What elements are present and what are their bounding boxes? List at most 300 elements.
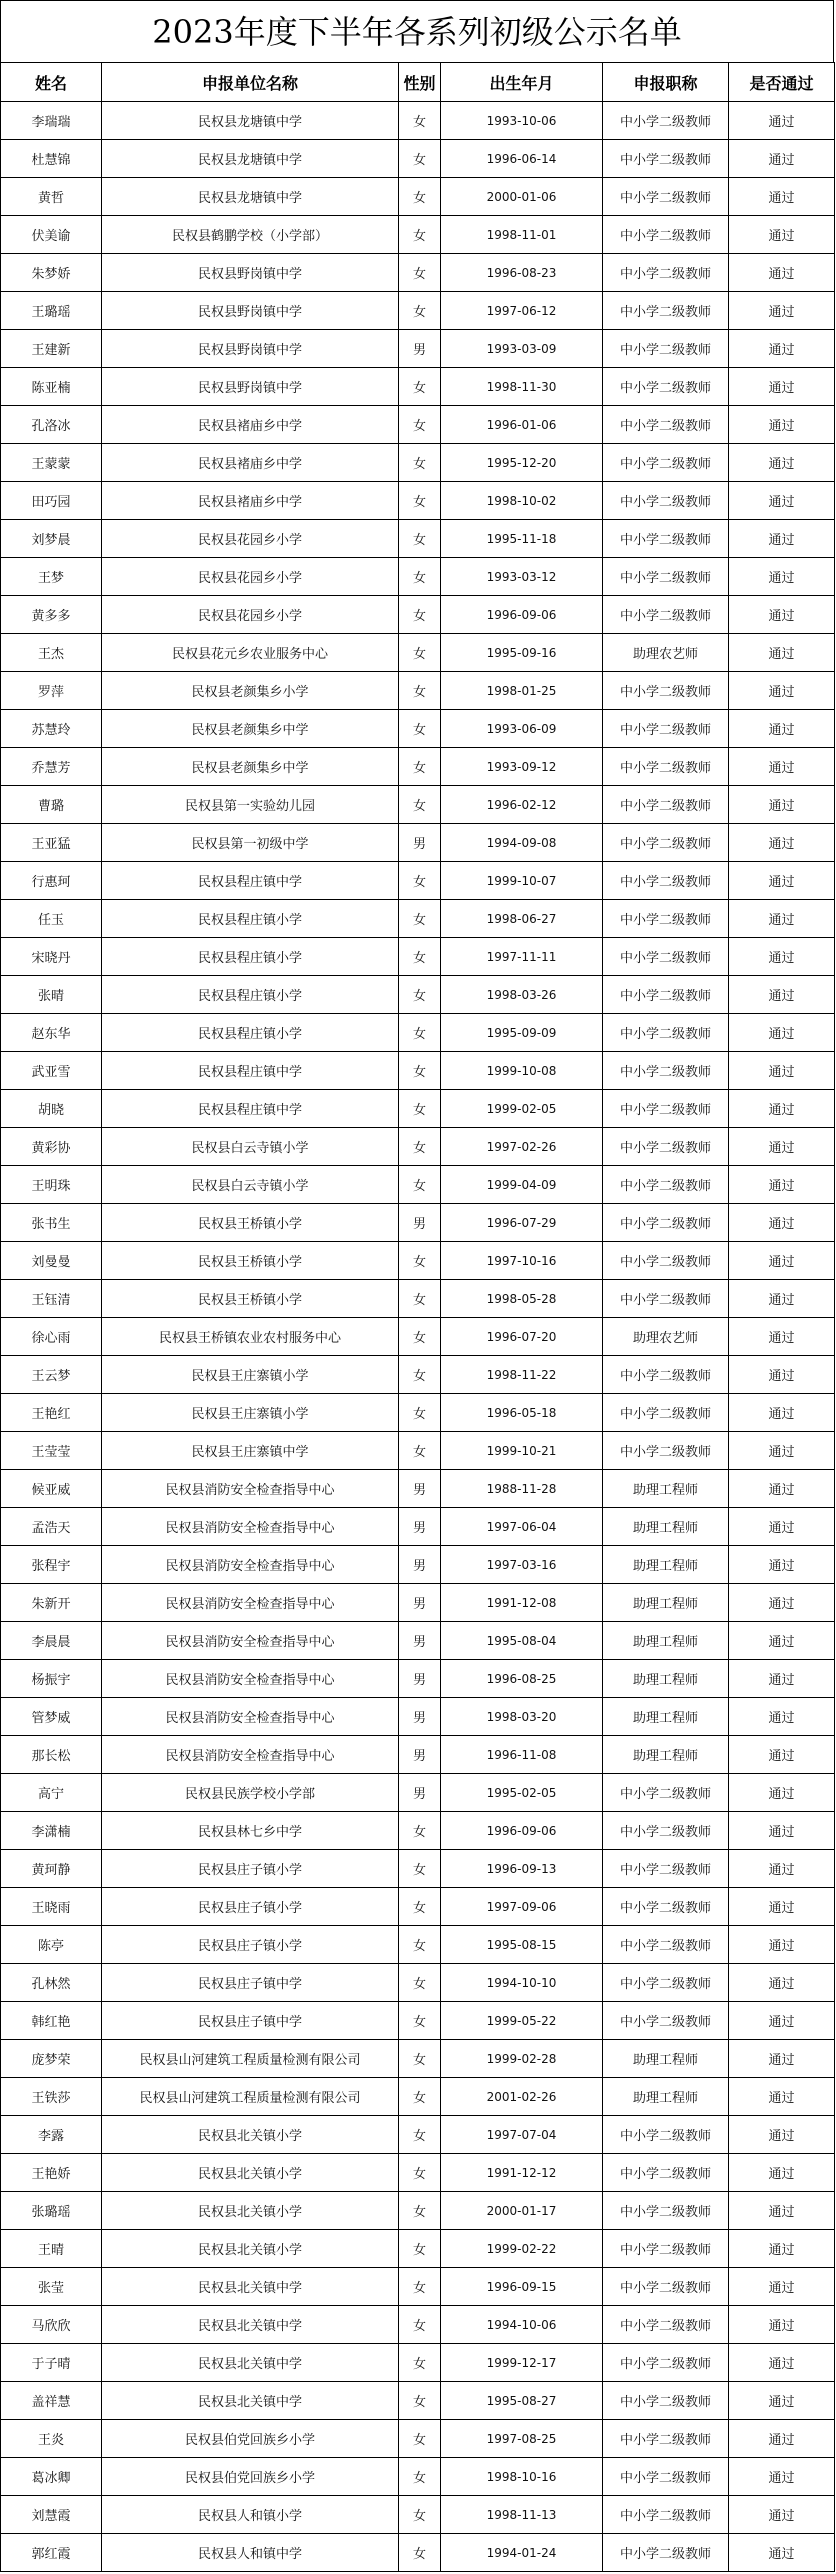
table-row: [1, 1432, 835, 1470]
table-row: [1, 2002, 835, 2040]
cell-title-applied: 中小学二级教师: [603, 900, 729, 938]
table-row: [1, 824, 835, 862]
cell-passed: 通过: [729, 1052, 835, 1090]
cell-birth-date: 1993-09-12: [441, 748, 603, 786]
cell-unit: 民权县北关镇中学: [102, 2344, 399, 2382]
cell-name: 行惠珂: [1, 862, 102, 900]
cell-gender: 女: [399, 1090, 441, 1128]
cell-gender: 女: [399, 2192, 441, 2230]
table-row: [1, 862, 835, 900]
cell-name: 张璐瑶: [1, 2192, 102, 2230]
cell-title-applied: 中小学二级教师: [603, 1242, 729, 1280]
roster-table: [0, 62, 835, 2572]
table-row: [1, 2078, 835, 2116]
table-row: [1, 520, 835, 558]
cell-gender: 男: [399, 1470, 441, 1508]
cell-birth-date: 1998-03-26: [441, 976, 603, 1014]
table-row: [1, 2268, 835, 2306]
cell-title-applied: 助理工程师: [603, 1546, 729, 1584]
cell-gender: 女: [399, 900, 441, 938]
cell-unit: 民权县老颜集乡中学: [102, 710, 399, 748]
cell-unit: 民权县花园乡小学: [102, 558, 399, 596]
cell-name: 刘慧霞: [1, 2496, 102, 2534]
cell-birth-date: 1997-06-12: [441, 292, 603, 330]
cell-name: 武亚雪: [1, 1052, 102, 1090]
cell-unit: 民权县第一初级中学: [102, 824, 399, 862]
cell-passed: 通过: [729, 140, 835, 178]
cell-unit: 民权县程庄镇小学: [102, 900, 399, 938]
cell-birth-date: 1998-11-30: [441, 368, 603, 406]
cell-name: 王晴: [1, 2230, 102, 2268]
cell-passed: 通过: [729, 634, 835, 672]
cell-gender: 女: [399, 2420, 441, 2458]
cell-birth-date: 1999-10-21: [441, 1432, 603, 1470]
cell-passed: 通过: [729, 1660, 835, 1698]
cell-unit: 民权县第一实验幼儿园: [102, 786, 399, 824]
cell-title-applied: 助理工程师: [603, 1660, 729, 1698]
cell-name: 王璐瑶: [1, 292, 102, 330]
cell-birth-date: 1996-07-29: [441, 1204, 603, 1242]
cell-passed: 通过: [729, 2420, 835, 2458]
cell-birth-date: 1998-11-13: [441, 2496, 603, 2534]
cell-unit: 民权县老颜集乡小学: [102, 672, 399, 710]
cell-gender: 女: [399, 1394, 441, 1432]
cell-name: 宋晓丹: [1, 938, 102, 976]
cell-birth-date: 2000-01-06: [441, 178, 603, 216]
cell-gender: 男: [399, 330, 441, 368]
cell-name: 朱梦娇: [1, 254, 102, 292]
cell-birth-date: 1996-08-23: [441, 254, 603, 292]
cell-title-applied: 中小学二级教师: [603, 2382, 729, 2420]
cell-passed: 通过: [729, 2268, 835, 2306]
cell-birth-date: 1999-10-07: [441, 862, 603, 900]
cell-passed: 通过: [729, 2002, 835, 2040]
cell-passed: 通过: [729, 2230, 835, 2268]
cell-unit: 民权县龙塘镇中学: [102, 102, 399, 140]
cell-gender: 女: [399, 368, 441, 406]
cell-passed: 通过: [729, 1964, 835, 2002]
cell-unit: 民权县野岗镇中学: [102, 330, 399, 368]
cell-title-applied: 助理工程师: [603, 1470, 729, 1508]
cell-passed: 通过: [729, 330, 835, 368]
cell-gender: 女: [399, 254, 441, 292]
cell-title-applied: 中小学二级教师: [603, 596, 729, 634]
cell-passed: 通过: [729, 1736, 835, 1774]
table-row: [1, 2154, 835, 2192]
cell-birth-date: 1995-11-18: [441, 520, 603, 558]
cell-name: 候亚威: [1, 1470, 102, 1508]
table-row: [1, 938, 835, 976]
cell-unit: 民权县褚庙乡中学: [102, 444, 399, 482]
cell-birth-date: 1996-09-15: [441, 2268, 603, 2306]
cell-gender: 女: [399, 976, 441, 1014]
cell-name: 伏美谕: [1, 216, 102, 254]
cell-title-applied: 中小学二级教师: [603, 368, 729, 406]
cell-passed: 通过: [729, 1584, 835, 1622]
cell-title-applied: 中小学二级教师: [603, 1774, 729, 1812]
header-gender: 性别: [399, 63, 441, 102]
cell-gender: 女: [399, 102, 441, 140]
table-row: [1, 1014, 835, 1052]
cell-name: 王杰: [1, 634, 102, 672]
cell-title-applied: 中小学二级教师: [603, 786, 729, 824]
cell-unit: 民权县消防安全检查指导中心: [102, 1622, 399, 1660]
table-row: [1, 2420, 835, 2458]
cell-name: 王艳红: [1, 1394, 102, 1432]
cell-name: 王炎: [1, 2420, 102, 2458]
cell-unit: 民权县消防安全检查指导中心: [102, 1698, 399, 1736]
cell-passed: 通过: [729, 1850, 835, 1888]
cell-passed: 通过: [729, 1432, 835, 1470]
cell-name: 张程宇: [1, 1546, 102, 1584]
cell-name: 郭红霞: [1, 2534, 102, 2572]
cell-unit: 民权县王庄寨镇小学: [102, 1356, 399, 1394]
cell-name: 罗萍: [1, 672, 102, 710]
cell-gender: 女: [399, 938, 441, 976]
cell-unit: 民权县山河建筑工程质量检测有限公司: [102, 2078, 399, 2116]
header-birth-date: 出生年月: [441, 63, 603, 102]
cell-title-applied: 中小学二级教师: [603, 102, 729, 140]
cell-name: 张莹: [1, 2268, 102, 2306]
cell-birth-date: 1999-10-08: [441, 1052, 603, 1090]
cell-title-applied: 中小学二级教师: [603, 1052, 729, 1090]
cell-passed: 通过: [729, 216, 835, 254]
cell-unit: 民权县野岗镇中学: [102, 292, 399, 330]
cell-unit: 民权县林七乡中学: [102, 1812, 399, 1850]
cell-unit: 民权县王桥镇小学: [102, 1280, 399, 1318]
cell-name: 管梦威: [1, 1698, 102, 1736]
cell-gender: 女: [399, 862, 441, 900]
cell-unit: 民权县消防安全检查指导中心: [102, 1546, 399, 1584]
cell-title-applied: 中小学二级教师: [603, 976, 729, 1014]
cell-gender: 女: [399, 1242, 441, 1280]
table-row: [1, 1394, 835, 1432]
cell-title-applied: 中小学二级教师: [603, 1394, 729, 1432]
cell-name: 杜慧锦: [1, 140, 102, 178]
cell-name: 韩红艳: [1, 2002, 102, 2040]
cell-gender: 女: [399, 786, 441, 824]
table-row: [1, 216, 835, 254]
cell-name: 胡晓: [1, 1090, 102, 1128]
table-row: [1, 178, 835, 216]
cell-unit: 民权县人和镇小学: [102, 2496, 399, 2534]
cell-passed: 通过: [729, 2192, 835, 2230]
table-row: [1, 710, 835, 748]
cell-name: 孔洛冰: [1, 406, 102, 444]
cell-gender: 女: [399, 2344, 441, 2382]
cell-birth-date: 1994-01-24: [441, 2534, 603, 2572]
cell-unit: 民权县消防安全检查指导中心: [102, 1508, 399, 1546]
cell-birth-date: 2001-02-26: [441, 2078, 603, 2116]
cell-unit: 民权县程庄镇中学: [102, 1052, 399, 1090]
cell-birth-date: 1994-10-06: [441, 2306, 603, 2344]
cell-unit: 民权县程庄镇小学: [102, 938, 399, 976]
cell-unit: 民权县程庄镇小学: [102, 976, 399, 1014]
cell-title-applied: 中小学二级教师: [603, 2268, 729, 2306]
cell-unit: 民权县伯党回族乡小学: [102, 2458, 399, 2496]
table-row: [1, 558, 835, 596]
table-row: [1, 1774, 835, 1812]
cell-unit: 民权县北关镇中学: [102, 2382, 399, 2420]
cell-gender: 女: [399, 406, 441, 444]
cell-gender: 女: [399, 1850, 441, 1888]
cell-passed: 通过: [729, 1166, 835, 1204]
cell-unit: 民权县白云寺镇小学: [102, 1128, 399, 1166]
cell-name: 高宁: [1, 1774, 102, 1812]
table-row: [1, 1242, 835, 1280]
cell-birth-date: 1999-04-09: [441, 1166, 603, 1204]
cell-title-applied: 中小学二级教师: [603, 292, 729, 330]
cell-name: 张书生: [1, 1204, 102, 1242]
cell-passed: 通过: [729, 558, 835, 596]
cell-title-applied: 中小学二级教师: [603, 2116, 729, 2154]
table-row: [1, 140, 835, 178]
cell-title-applied: 助理农艺师: [603, 634, 729, 672]
table-row: [1, 2496, 835, 2534]
table-row: [1, 2040, 835, 2078]
cell-gender: 女: [399, 1964, 441, 2002]
cell-passed: 通过: [729, 2496, 835, 2534]
cell-unit: 民权县北关镇小学: [102, 2192, 399, 2230]
cell-gender: 女: [399, 292, 441, 330]
cell-title-applied: 中小学二级教师: [603, 1090, 729, 1128]
cell-passed: 通过: [729, 2534, 835, 2572]
cell-passed: 通过: [729, 2116, 835, 2154]
cell-title-applied: 中小学二级教师: [603, 1356, 729, 1394]
cell-gender: 女: [399, 1052, 441, 1090]
cell-unit: 民权县程庄镇小学: [102, 1014, 399, 1052]
cell-title-applied: 中小学二级教师: [603, 672, 729, 710]
cell-title-applied: 中小学二级教师: [603, 2458, 729, 2496]
cell-name: 黄多多: [1, 596, 102, 634]
cell-name: 王亚猛: [1, 824, 102, 862]
cell-passed: 通过: [729, 1204, 835, 1242]
table-body: [1, 102, 835, 2572]
cell-birth-date: 1996-01-06: [441, 406, 603, 444]
cell-passed: 通过: [729, 748, 835, 786]
table-row: [1, 1052, 835, 1090]
cell-unit: 民权县花元乡农业服务中心: [102, 634, 399, 672]
cell-name: 孔林然: [1, 1964, 102, 2002]
cell-passed: 通过: [729, 2382, 835, 2420]
cell-name: 王建新: [1, 330, 102, 368]
cell-name: 盖祥慧: [1, 2382, 102, 2420]
cell-unit: 民权县白云寺镇小学: [102, 1166, 399, 1204]
cell-birth-date: 1993-03-12: [441, 558, 603, 596]
cell-passed: 通过: [729, 1470, 835, 1508]
table-row: [1, 596, 835, 634]
cell-unit: 民权县王庄寨镇中学: [102, 1432, 399, 1470]
cell-birth-date: 1994-10-10: [441, 1964, 603, 2002]
cell-passed: 通过: [729, 1698, 835, 1736]
cell-passed: 通过: [729, 1394, 835, 1432]
cell-unit: 民权县北关镇小学: [102, 2154, 399, 2192]
cell-unit: 民权县庄子镇小学: [102, 1926, 399, 1964]
cell-birth-date: 1995-12-20: [441, 444, 603, 482]
cell-gender: 女: [399, 2230, 441, 2268]
cell-title-applied: 中小学二级教师: [603, 1014, 729, 1052]
cell-gender: 女: [399, 2002, 441, 2040]
cell-name: 李潇楠: [1, 1812, 102, 1850]
cell-title-applied: 中小学二级教师: [603, 2002, 729, 2040]
cell-gender: 女: [399, 2496, 441, 2534]
page-title: 2023年度下半年各系列初级公示名单: [0, 0, 834, 62]
table-row: [1, 2116, 835, 2154]
cell-passed: 通过: [729, 2458, 835, 2496]
cell-title-applied: 中小学二级教师: [603, 482, 729, 520]
table-row: [1, 2534, 835, 2572]
cell-unit: 民权县北关镇小学: [102, 2116, 399, 2154]
cell-birth-date: 1993-06-09: [441, 710, 603, 748]
cell-title-applied: 中小学二级教师: [603, 2496, 729, 2534]
cell-title-applied: 助理农艺师: [603, 1318, 729, 1356]
cell-birth-date: 1994-09-08: [441, 824, 603, 862]
cell-passed: 通过: [729, 710, 835, 748]
cell-unit: 民权县鹤鹏学校（小学部）: [102, 216, 399, 254]
cell-unit: 民权县程庄镇中学: [102, 1090, 399, 1128]
cell-birth-date: 1996-09-06: [441, 596, 603, 634]
cell-passed: 通过: [729, 596, 835, 634]
cell-birth-date: 1998-10-02: [441, 482, 603, 520]
cell-unit: 民权县花园乡小学: [102, 596, 399, 634]
header-unit: 申报单位名称: [102, 63, 399, 102]
cell-name: 杨振宇: [1, 1660, 102, 1698]
cell-birth-date: 1996-05-18: [441, 1394, 603, 1432]
cell-birth-date: 1999-02-28: [441, 2040, 603, 2078]
cell-birth-date: 1998-03-20: [441, 1698, 603, 1736]
table-row: [1, 1166, 835, 1204]
cell-gender: 女: [399, 2154, 441, 2192]
cell-unit: 民权县王桥镇小学: [102, 1204, 399, 1242]
cell-birth-date: 1998-11-01: [441, 216, 603, 254]
cell-passed: 通过: [729, 976, 835, 1014]
cell-passed: 通过: [729, 1774, 835, 1812]
cell-birth-date: 1991-12-12: [441, 2154, 603, 2192]
cell-gender: 男: [399, 1736, 441, 1774]
cell-name: 那长松: [1, 1736, 102, 1774]
cell-title-applied: 中小学二级教师: [603, 2154, 729, 2192]
cell-unit: 民权县庄子镇中学: [102, 2002, 399, 2040]
cell-gender: 女: [399, 672, 441, 710]
cell-name: 乔慧芳: [1, 748, 102, 786]
cell-unit: 民权县人和镇中学: [102, 2534, 399, 2572]
cell-title-applied: 中小学二级教师: [603, 710, 729, 748]
cell-gender: 女: [399, 1128, 441, 1166]
cell-passed: 通过: [729, 368, 835, 406]
table-row: [1, 900, 835, 938]
table-row: [1, 482, 835, 520]
cell-passed: 通过: [729, 824, 835, 862]
cell-name: 刘梦晨: [1, 520, 102, 558]
cell-unit: 民权县龙塘镇中学: [102, 178, 399, 216]
cell-passed: 通过: [729, 2040, 835, 2078]
cell-name: 孟浩天: [1, 1508, 102, 1546]
table-row: [1, 1584, 835, 1622]
cell-name: 李露: [1, 2116, 102, 2154]
cell-name: 李瑞瑞: [1, 102, 102, 140]
cell-unit: 民权县王庄寨镇小学: [102, 1394, 399, 1432]
table-row: [1, 292, 835, 330]
cell-gender: 男: [399, 1774, 441, 1812]
cell-name: 赵东华: [1, 1014, 102, 1052]
table-row: [1, 2192, 835, 2230]
cell-name: 徐心雨: [1, 1318, 102, 1356]
cell-title-applied: 中小学二级教师: [603, 1128, 729, 1166]
cell-birth-date: 1996-11-08: [441, 1736, 603, 1774]
table-row: [1, 1660, 835, 1698]
cell-unit: 民权县程庄镇中学: [102, 862, 399, 900]
cell-birth-date: 1998-05-28: [441, 1280, 603, 1318]
cell-name: 李晨晨: [1, 1622, 102, 1660]
cell-unit: 民权县民族学校小学部: [102, 1774, 399, 1812]
cell-title-applied: 助理工程师: [603, 2078, 729, 2116]
cell-birth-date: 1995-08-27: [441, 2382, 603, 2420]
cell-passed: 通过: [729, 102, 835, 140]
cell-name: 葛冰卿: [1, 2458, 102, 2496]
cell-unit: 民权县王桥镇小学: [102, 1242, 399, 1280]
cell-name: 马欣欣: [1, 2306, 102, 2344]
header-title-applied: 申报职称: [603, 63, 729, 102]
table-row: [1, 2230, 835, 2268]
cell-title-applied: 助理工程师: [603, 1508, 729, 1546]
cell-gender: 女: [399, 2458, 441, 2496]
cell-unit: 民权县庄子镇中学: [102, 1964, 399, 2002]
table-row: [1, 1318, 835, 1356]
cell-birth-date: 1996-02-12: [441, 786, 603, 824]
cell-title-applied: 中小学二级教师: [603, 1204, 729, 1242]
cell-name: 王钰清: [1, 1280, 102, 1318]
cell-title-applied: 中小学二级教师: [603, 520, 729, 558]
cell-unit: 民权县山河建筑工程质量检测有限公司: [102, 2040, 399, 2078]
cell-gender: 女: [399, 2040, 441, 2078]
table-row: [1, 2382, 835, 2420]
cell-name: 王梦: [1, 558, 102, 596]
cell-birth-date: 1999-02-05: [441, 1090, 603, 1128]
cell-gender: 女: [399, 634, 441, 672]
cell-name: 王铁莎: [1, 2078, 102, 2116]
cell-passed: 通过: [729, 862, 835, 900]
cell-title-applied: 中小学二级教师: [603, 748, 729, 786]
cell-gender: 男: [399, 1204, 441, 1242]
cell-passed: 通过: [729, 1622, 835, 1660]
cell-passed: 通过: [729, 2154, 835, 2192]
cell-gender: 女: [399, 1888, 441, 1926]
cell-gender: 女: [399, 1432, 441, 1470]
cell-title-applied: 中小学二级教师: [603, 2306, 729, 2344]
cell-birth-date: 1996-09-13: [441, 1850, 603, 1888]
cell-unit: 民权县褚庙乡中学: [102, 482, 399, 520]
cell-gender: 女: [399, 1926, 441, 1964]
cell-birth-date: 1998-01-25: [441, 672, 603, 710]
cell-name: 王艳娇: [1, 2154, 102, 2192]
header-passed: 是否通过: [729, 63, 835, 102]
cell-unit: 民权县北关镇中学: [102, 2268, 399, 2306]
table-row: [1, 786, 835, 824]
cell-name: 田巧园: [1, 482, 102, 520]
cell-birth-date: 1997-09-06: [441, 1888, 603, 1926]
cell-name: 王蒙蒙: [1, 444, 102, 482]
cell-name: 于子晴: [1, 2344, 102, 2382]
cell-gender: 女: [399, 178, 441, 216]
cell-title-applied: 助理工程师: [603, 2040, 729, 2078]
cell-gender: 女: [399, 596, 441, 634]
cell-gender: 女: [399, 2268, 441, 2306]
cell-unit: 民权县龙塘镇中学: [102, 140, 399, 178]
cell-birth-date: 1997-02-26: [441, 1128, 603, 1166]
cell-unit: 民权县消防安全检查指导中心: [102, 1470, 399, 1508]
cell-name: 曹璐: [1, 786, 102, 824]
cell-gender: 女: [399, 2116, 441, 2154]
